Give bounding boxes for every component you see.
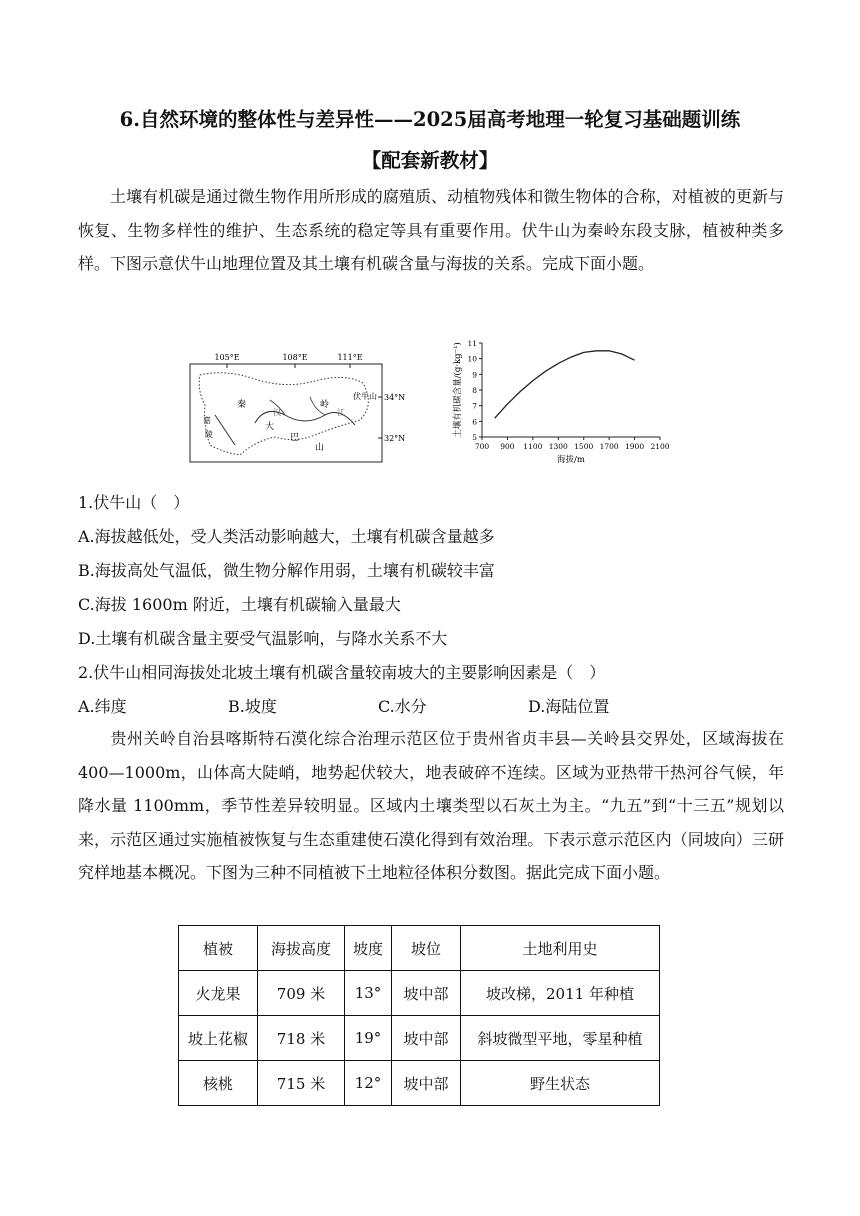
q2-option-b: B.坡度: [228, 697, 277, 716]
table-cell: 斜坡微型平地，零星种植: [461, 1016, 660, 1061]
table-cell: 12°: [345, 1061, 392, 1106]
page-subtitle: 【配套新教材】: [361, 149, 499, 172]
map-label: 山: [315, 443, 325, 453]
map-label: 岭: [320, 400, 330, 410]
table-header: 植被: [179, 926, 258, 971]
intro-text-2: 贵州关岭自治县喀斯特石漠化综合治理示范区位于贵州省贞丰县—关岭县交界处，区域海拔在 400—1000m，山体高大陡峭，地势起伏较大，地表破碎不连续。区域为亚热带干热河谷气候，年降水量 1100mm，季节性差异较明显。区域内土壤类型以石灰土为主。“九五”到“十三五”规划以来，示范区通过实施植被恢复与生态重建使石漠化得到有效治理。下表示意示范区内（同坡向）三研究样地基本概况。下图为三种不同植被下土地粒径体积分数图。据此完成下面小题。: [78, 729, 784, 882]
lon-label: 105°E: [214, 353, 240, 362]
table-cell: 核桃: [179, 1061, 258, 1106]
x-tick-label: 1500: [574, 442, 594, 451]
x-tick-label: 1700: [599, 442, 619, 451]
q2-option-c: C.水分: [378, 697, 427, 716]
q1-option-a: A.海拔越低处，受人类活动影响越大，土壤有机碳含量越多: [78, 527, 495, 546]
y-tick-label: 7: [472, 401, 477, 411]
table-row: [179, 1061, 660, 1106]
table-cell: 709 米: [258, 971, 345, 1016]
q1-stem: 1.伏牛山（ ）: [78, 493, 190, 512]
q1-option-b: B.海拔高处气温低，微生物分解作用弱，土壤有机碳较丰富: [78, 561, 495, 580]
q2-option-a: A.纬度: [78, 697, 127, 716]
lon-label: 108°E: [282, 353, 308, 362]
y-tick-label: 11: [467, 339, 477, 348]
map-label: 伏牛山: [353, 392, 377, 401]
x-tick-label: 1100: [523, 442, 543, 451]
table-row: [179, 1016, 660, 1061]
map-label: 陵: [205, 430, 213, 439]
x-tick-label: 700: [474, 442, 490, 451]
table-header-row: [179, 926, 660, 971]
page-title: 6.自然环境的整体性与差异性——2025届高考地理一轮复习基础题训练: [119, 108, 741, 131]
map-label: 秦: [237, 400, 247, 410]
map-label: 江: [337, 408, 345, 417]
y-tick-label: 5: [472, 433, 477, 442]
table-header: 土地利用史: [461, 926, 660, 971]
table-cell: 坡中部: [392, 1061, 461, 1106]
table-cell: 坡中部: [392, 1016, 461, 1061]
intro-paragraph-1: [78, 180, 784, 281]
y-tick-label: 9: [472, 370, 477, 380]
x-tick-label: 1900: [625, 442, 645, 451]
table-row: [179, 971, 660, 1016]
q2-stem: 2.伏牛山相同海拔处北坡土壤有机碳含量较南坡大的主要影响因素是（ ）: [78, 663, 606, 682]
x-axis-label: 海拔/m: [557, 455, 585, 465]
intro-text-1: 土壤有机碳是通过微生物作用所形成的腐殖质、动植物残体和微生物体的合称，对植被的更新与恢复、生物多样性的维护、生态系统的稳定等具有重要作用。伏牛山为秦岭东段支脉，植被种类多样。下图示意伏牛山地理位置及其土壤有机碳含量与海拔的关系。完成下面小题。: [78, 187, 784, 273]
table-header: 海拔高度: [258, 926, 345, 971]
table-cell: 坡改梯，2011 年种植: [461, 971, 660, 1016]
table-cell: 715 米: [258, 1061, 345, 1106]
y-tick-label: 8: [472, 386, 477, 395]
table-cell: 坡上花椒: [179, 1016, 258, 1061]
x-tick-label: 1300: [548, 442, 568, 451]
table-cell: 坡中部: [392, 971, 461, 1016]
intro-paragraph-2: [78, 722, 784, 890]
y-tick-label: 6: [472, 417, 477, 427]
carbon-line: [495, 351, 635, 418]
soil-carbon-chart: [448, 335, 678, 470]
table-header: 坡位: [392, 926, 461, 971]
map-label: 大: [265, 422, 275, 432]
map-label: 巴: [290, 433, 300, 443]
x-tick-label: 900: [500, 442, 515, 451]
map-label: 汉: [273, 408, 281, 417]
location-map: [185, 345, 406, 470]
table-header: 坡度: [345, 926, 392, 971]
site-table: [178, 925, 660, 1106]
q1-option-c: C.海拔 1600m 附近，土壤有机碳输入量最大: [78, 595, 401, 614]
table-cell: 13°: [345, 971, 392, 1016]
jialing-river: [215, 415, 235, 445]
lon-label: 111°E: [337, 353, 363, 362]
lat-label: 34°N: [384, 393, 406, 402]
q2-option-d: D.海陆位置: [528, 697, 610, 716]
table-cell: 火龙果: [179, 971, 258, 1016]
x-tick-label: 2100: [650, 442, 670, 451]
table-cell: 19°: [345, 1016, 392, 1061]
y-axis-label: 土壤有机碳含量/(g·kg⁻¹): [453, 342, 463, 438]
map-label: 嘉: [203, 416, 211, 425]
table-cell: 野生状态: [461, 1061, 660, 1106]
table-cell: 718 米: [258, 1016, 345, 1061]
lat-label: 32°N: [384, 434, 406, 443]
y-tick-label: 10: [467, 354, 477, 364]
q1-option-d: D.土壤有机碳含量主要受气温影响，与降水关系不大: [78, 629, 448, 648]
